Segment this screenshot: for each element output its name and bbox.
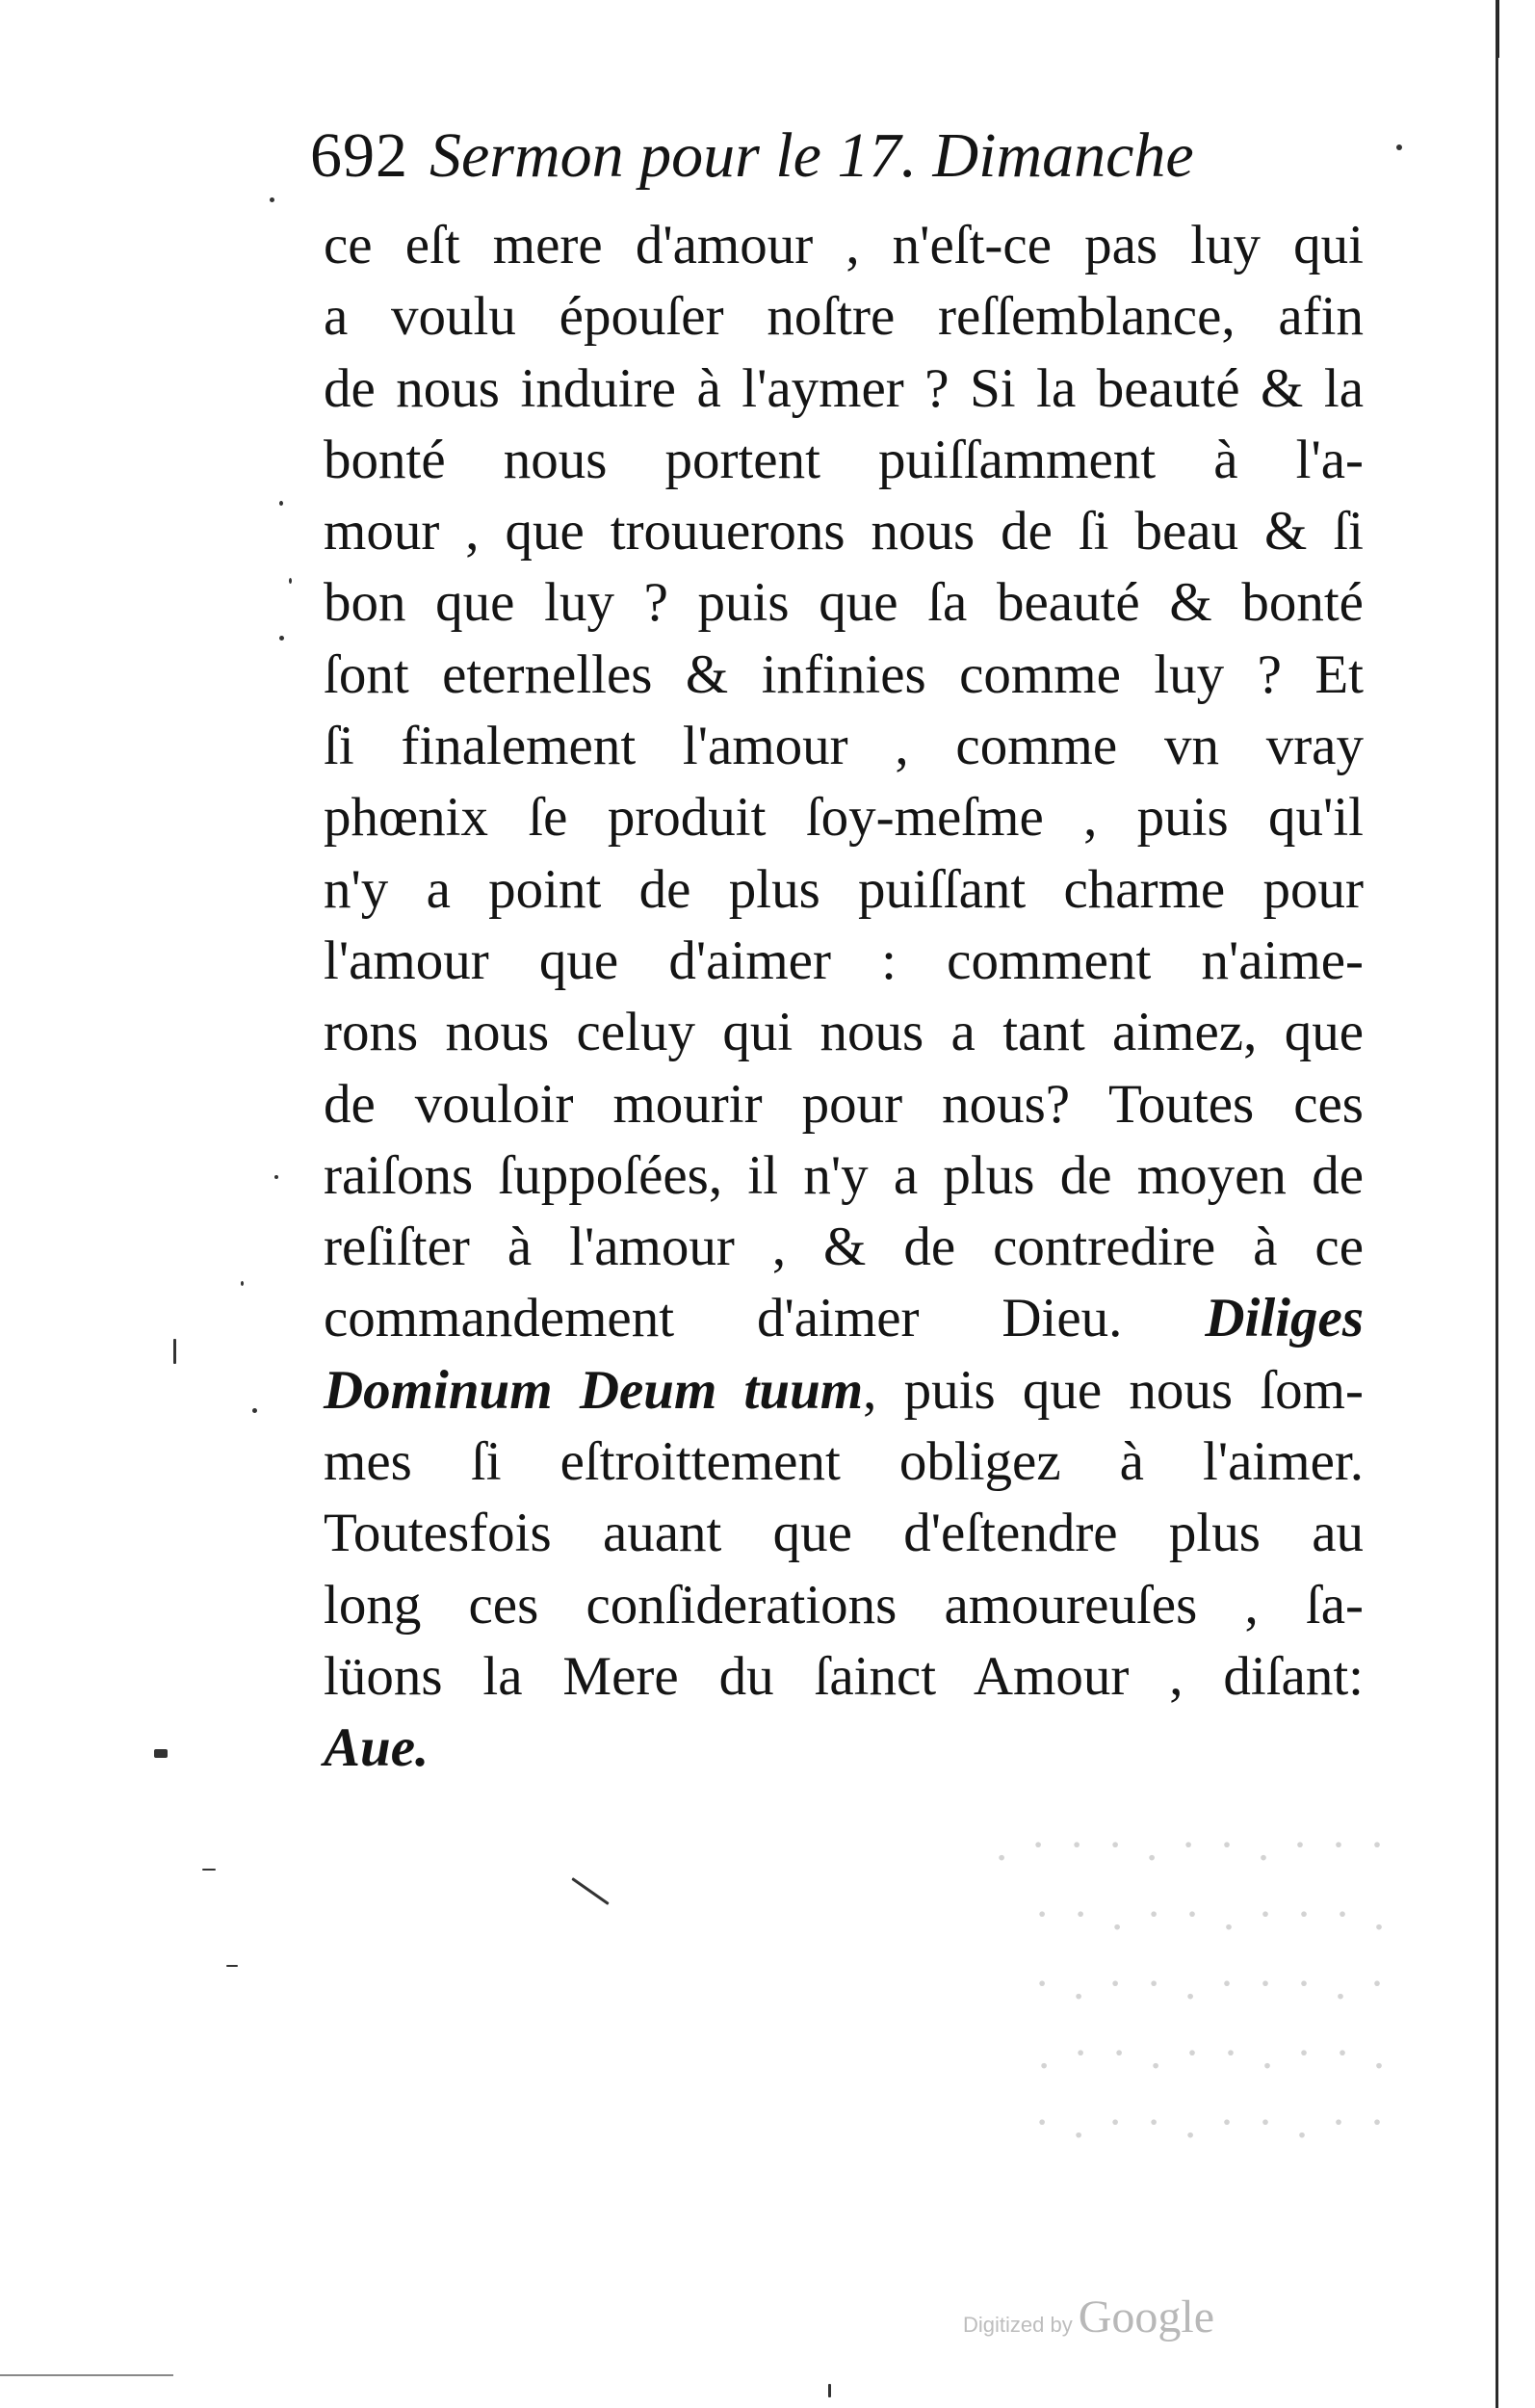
text-line-final	[324, 1713, 1364, 1784]
text-line: phœnix ſe produit ſoy-meſme , puis qu'il	[324, 787, 1364, 849]
text-line: a voulu épouſer noſtre reſſemblance, afin	[324, 286, 1364, 348]
bleed-through-line: . · · · . · · . · ·	[1028, 1889, 1385, 1940]
text-line: mes ſi eſtroittement obligez à l'aimer.	[324, 1431, 1364, 1493]
page-header	[310, 118, 1194, 195]
body-text	[324, 210, 1364, 1785]
ink-speck	[274, 1175, 278, 1179]
ink-speck	[173, 1339, 176, 1364]
ink-speck	[828, 2384, 831, 2397]
ink-speck	[1396, 144, 1402, 150]
watermark-prefix: Digitized by	[963, 2313, 1073, 2337]
text-line: bonté nous portent puiſſamment à l'a-	[324, 429, 1364, 490]
text-line: de vouloir mourir pour nous? Toutes ces	[324, 1073, 1364, 1135]
latin-quote: Dominum Deum tuum	[324, 1359, 864, 1421]
ink-speck	[279, 636, 284, 641]
bleed-through-area	[306, 1811, 1385, 2158]
bleed-through-line: · · . · · . · · . ·	[1028, 2097, 1385, 2148]
text-line: lüons la Mere du ſainct Amour , diſant:	[324, 1645, 1364, 1707]
bleed-through-line: . · · . · · . · · .	[1032, 2028, 1385, 2079]
text-line: Toutesfois auant que d'eſtendre plus au	[324, 1503, 1364, 1564]
text-line-mixed	[324, 1355, 1364, 1426]
running-head: Sermon pour le 17. Dimanche	[429, 120, 1194, 191]
text-line: rons nous celuy qui nous a tant aimez, que	[324, 1002, 1364, 1063]
bottom-edge-rule	[0, 2374, 173, 2376]
text-line: l'amour que d'aimer : comment n'aime-	[324, 929, 1364, 991]
bleed-through-line: · · · . · · . · · · .	[990, 1819, 1385, 1871]
text-line: long ces conſiderations amoureuſes , ſa-	[324, 1574, 1364, 1636]
text-run: commandement d'aimer Dieu.	[324, 1288, 1123, 1349]
ink-speck	[252, 1408, 257, 1413]
latin-quote: Diliges	[1205, 1288, 1364, 1349]
ink-speck	[226, 1965, 238, 1967]
bleed-through-line: · . · · · . · · . ·	[1028, 1958, 1385, 2009]
text-line: ſont eternelles & infinies comme luy ? Et	[324, 643, 1364, 705]
final-word: Aue.	[324, 1717, 429, 1779]
ink-speck	[279, 501, 283, 506]
text-line: bon que luy ? puis que ſa beauté & bonté	[324, 572, 1364, 634]
text-line: ſi finalement l'amour , comme vn vray	[324, 716, 1364, 777]
text-run: , puis que nous ſom-	[863, 1359, 1365, 1421]
text-line: n'y a point de plus puiſſant charme pour	[324, 858, 1364, 920]
page-number: 692	[310, 120, 408, 191]
text-line-mixed	[324, 1283, 1364, 1354]
ink-speck	[270, 197, 274, 202]
page-gutter-line	[1496, 0, 1498, 2408]
text-line: mour , que trouuerons nous de ſi beau & ſi	[324, 501, 1364, 563]
ink-speck	[241, 1281, 244, 1286]
text-line: raiſons ſuppoſées, il n'y a plus de moyen de	[324, 1144, 1364, 1206]
ink-speck	[154, 1749, 168, 1758]
watermark-brand-logo: Google	[1078, 2291, 1215, 2343]
text-line: reſiſter à l'amour , & de contredire à ce	[324, 1217, 1364, 1278]
ink-speck	[202, 1869, 216, 1871]
digitized-watermark	[963, 2290, 1214, 2343]
text-line: ce eſt mere d'amour , n'eſt-ce pas luy qui	[324, 215, 1364, 275]
ink-speck	[289, 578, 292, 584]
text-line: de nous induire à l'aymer ? Si la beauté & la	[324, 357, 1364, 419]
